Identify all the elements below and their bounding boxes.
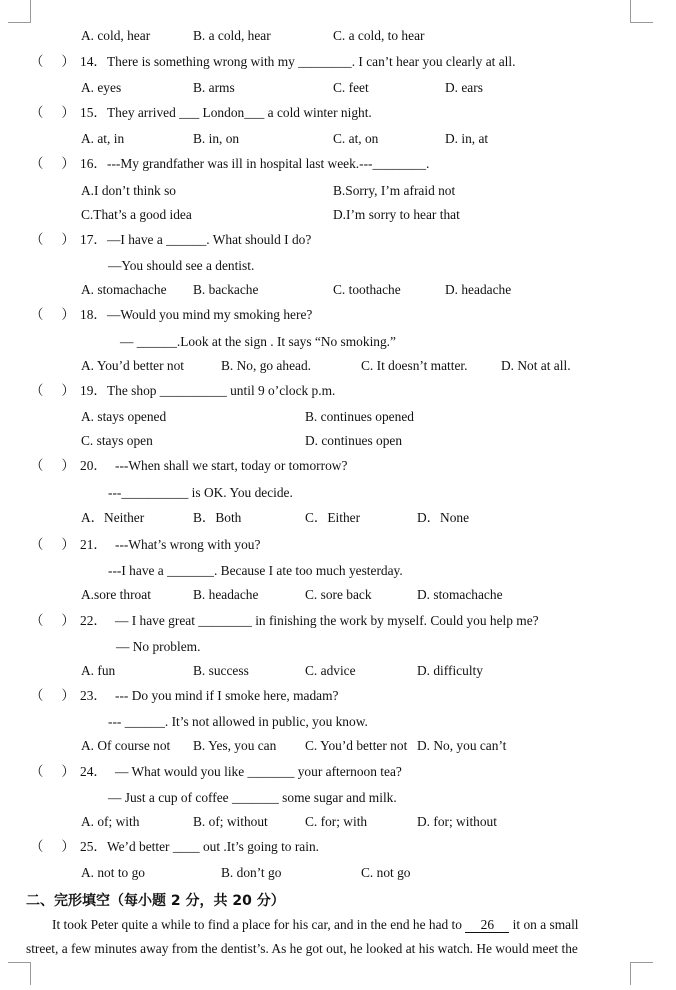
option: B. arms [193, 80, 235, 95]
option: C. for; with [305, 814, 368, 829]
option: A.sore throat [81, 587, 151, 602]
dialogue-reply: --- ______. It’s not allowed in public, you know. [108, 714, 368, 729]
option: C. stays open [81, 433, 153, 448]
passage-line: It took Peter quite a while to find a place for his car, and in the end he had to 26 it on a small [52, 917, 579, 932]
question-number: 25． [80, 839, 107, 854]
question-stem: ---When shall we start, today or tomorrow? [115, 458, 348, 473]
question-stem: ---What’s wrong with you? [115, 537, 261, 552]
answer-bracket: （ ） [30, 764, 75, 779]
option: A. Of course not [81, 738, 171, 753]
option: A. cold, hear [81, 28, 151, 43]
option: D．None [417, 510, 470, 525]
option: D. in, at [445, 131, 489, 146]
section-heading: 二、完形填空（每小题 2 分，共 20 分） [26, 893, 285, 909]
answer-bracket: （ ） [30, 688, 75, 703]
option: A. at, in [81, 131, 125, 146]
question-number: 19． [80, 383, 107, 398]
question-stem: —I have a ______. What should I do? [107, 232, 312, 247]
option: B. a cold, hear [193, 28, 271, 43]
option: B. backache [193, 282, 259, 297]
option: A. eyes [81, 80, 122, 95]
dialogue-reply: —You should see a dentist. [108, 258, 255, 273]
question-stem: — I have great ________ in finishing the work by myself. Could you help me? [115, 613, 539, 628]
option: D. headache [445, 282, 512, 297]
option: D. difficulty [417, 663, 483, 678]
question-number: 17． [80, 232, 107, 247]
option: A. fun [81, 663, 116, 678]
question-stem: ---My grandfather was ill in hospital last week.---________. [107, 156, 430, 171]
answer-bracket: （ ） [30, 54, 75, 69]
option: C. feet [333, 80, 369, 95]
option: B. in, on [193, 131, 240, 146]
dialogue-reply: — No problem. [116, 639, 201, 654]
question-number: 24． [80, 764, 107, 779]
dialogue-reply: ---__________ is OK. You decide. [108, 485, 293, 500]
answer-bracket: （ ） [30, 232, 75, 247]
blank-26: 26 [465, 918, 509, 933]
answer-bracket: （ ） [30, 839, 75, 854]
option: D. stomachache [417, 587, 503, 602]
option: C. not go [361, 865, 411, 880]
question-number: 14． [80, 54, 107, 69]
option: A. You’d better not [81, 358, 185, 373]
answer-bracket: （ ） [30, 383, 75, 398]
question-stem: They arrived ___ London___ a cold winter night. [107, 105, 372, 120]
answer-bracket: （ ） [30, 307, 75, 322]
option: C. You’d better not [305, 738, 408, 753]
answer-bracket: （ ） [30, 537, 75, 552]
option: C. at, on [333, 131, 379, 146]
option: B.Sorry, I’m afraid not [333, 183, 456, 198]
question-stem: The shop __________ until 9 o’clock p.m. [107, 383, 336, 398]
option: B. of; without [193, 814, 268, 829]
option: C. a cold, to hear [333, 28, 425, 43]
passage-line: street, a few minutes away from the dentist’s. As he got out, he looked at his watch. He would meet the [26, 941, 578, 956]
option: B. don’t go [221, 865, 282, 880]
question-stem: --- Do you mind if I smoke here, madam? [115, 688, 339, 703]
question-stem: — What would you like _______ your afternoon tea? [115, 764, 402, 779]
question-number: 18． [80, 307, 107, 322]
question-stem: —Would you mind my smoking here? [107, 307, 313, 322]
option: B. headache [193, 587, 259, 602]
question-number: 15． [80, 105, 107, 120]
option: C. toothache [333, 282, 401, 297]
option: B. No, go ahead. [221, 358, 311, 373]
option: A. of; with [81, 814, 140, 829]
option: C. It doesn’t matter. [361, 358, 468, 373]
crop-mark-bottom-right [630, 962, 653, 985]
option: A. stomachache [81, 282, 167, 297]
question-number: 23． [80, 688, 107, 703]
dialogue-reply: ---I have a _______. Because I ate too much yesterday. [108, 563, 403, 578]
option: C. sore back [305, 587, 372, 602]
option: A．Neither [81, 510, 145, 525]
question-number: 20． [80, 458, 107, 473]
option: C.That’s a good idea [81, 207, 192, 222]
question-stem: There is something wrong with my ________. I can’t hear you clearly at all. [107, 54, 516, 69]
option: B．Both [193, 510, 242, 525]
question-stem: We’d better ____ out .It’s going to rain. [107, 839, 320, 854]
option: D. ears [445, 80, 483, 95]
option: D.I’m sorry to hear that [333, 207, 460, 222]
option: D. Not at all. [501, 358, 571, 373]
dialogue-reply: — ______.Look at the sign . It says “No smoking.” [120, 334, 396, 349]
option: B. success [193, 663, 249, 678]
option: B. Yes, you can [193, 738, 277, 753]
option: A. stays opened [81, 409, 167, 424]
option: A. not to go [81, 865, 145, 880]
answer-bracket: （ ） [30, 613, 75, 628]
crop-mark-bottom-left [8, 962, 31, 985]
answer-bracket: （ ） [30, 156, 75, 171]
option: A.I don’t think so [81, 183, 176, 198]
question-number: 22． [80, 613, 107, 628]
option: B. continues opened [305, 409, 414, 424]
option: D. No, you can’t [417, 738, 507, 753]
dialogue-reply: — Just a cup of coffee _______ some sugar and milk. [108, 790, 397, 805]
crop-mark-top-left [8, 0, 31, 23]
answer-bracket: （ ） [30, 458, 75, 473]
question-number: 21． [80, 537, 107, 552]
question-number: 16． [80, 156, 107, 171]
option: C. advice [305, 663, 356, 678]
option: D. for; without [417, 814, 497, 829]
option: D. continues open [305, 433, 403, 448]
option: C．Either [305, 510, 361, 525]
crop-mark-top-right [630, 0, 653, 23]
answer-bracket: （ ） [30, 105, 75, 120]
